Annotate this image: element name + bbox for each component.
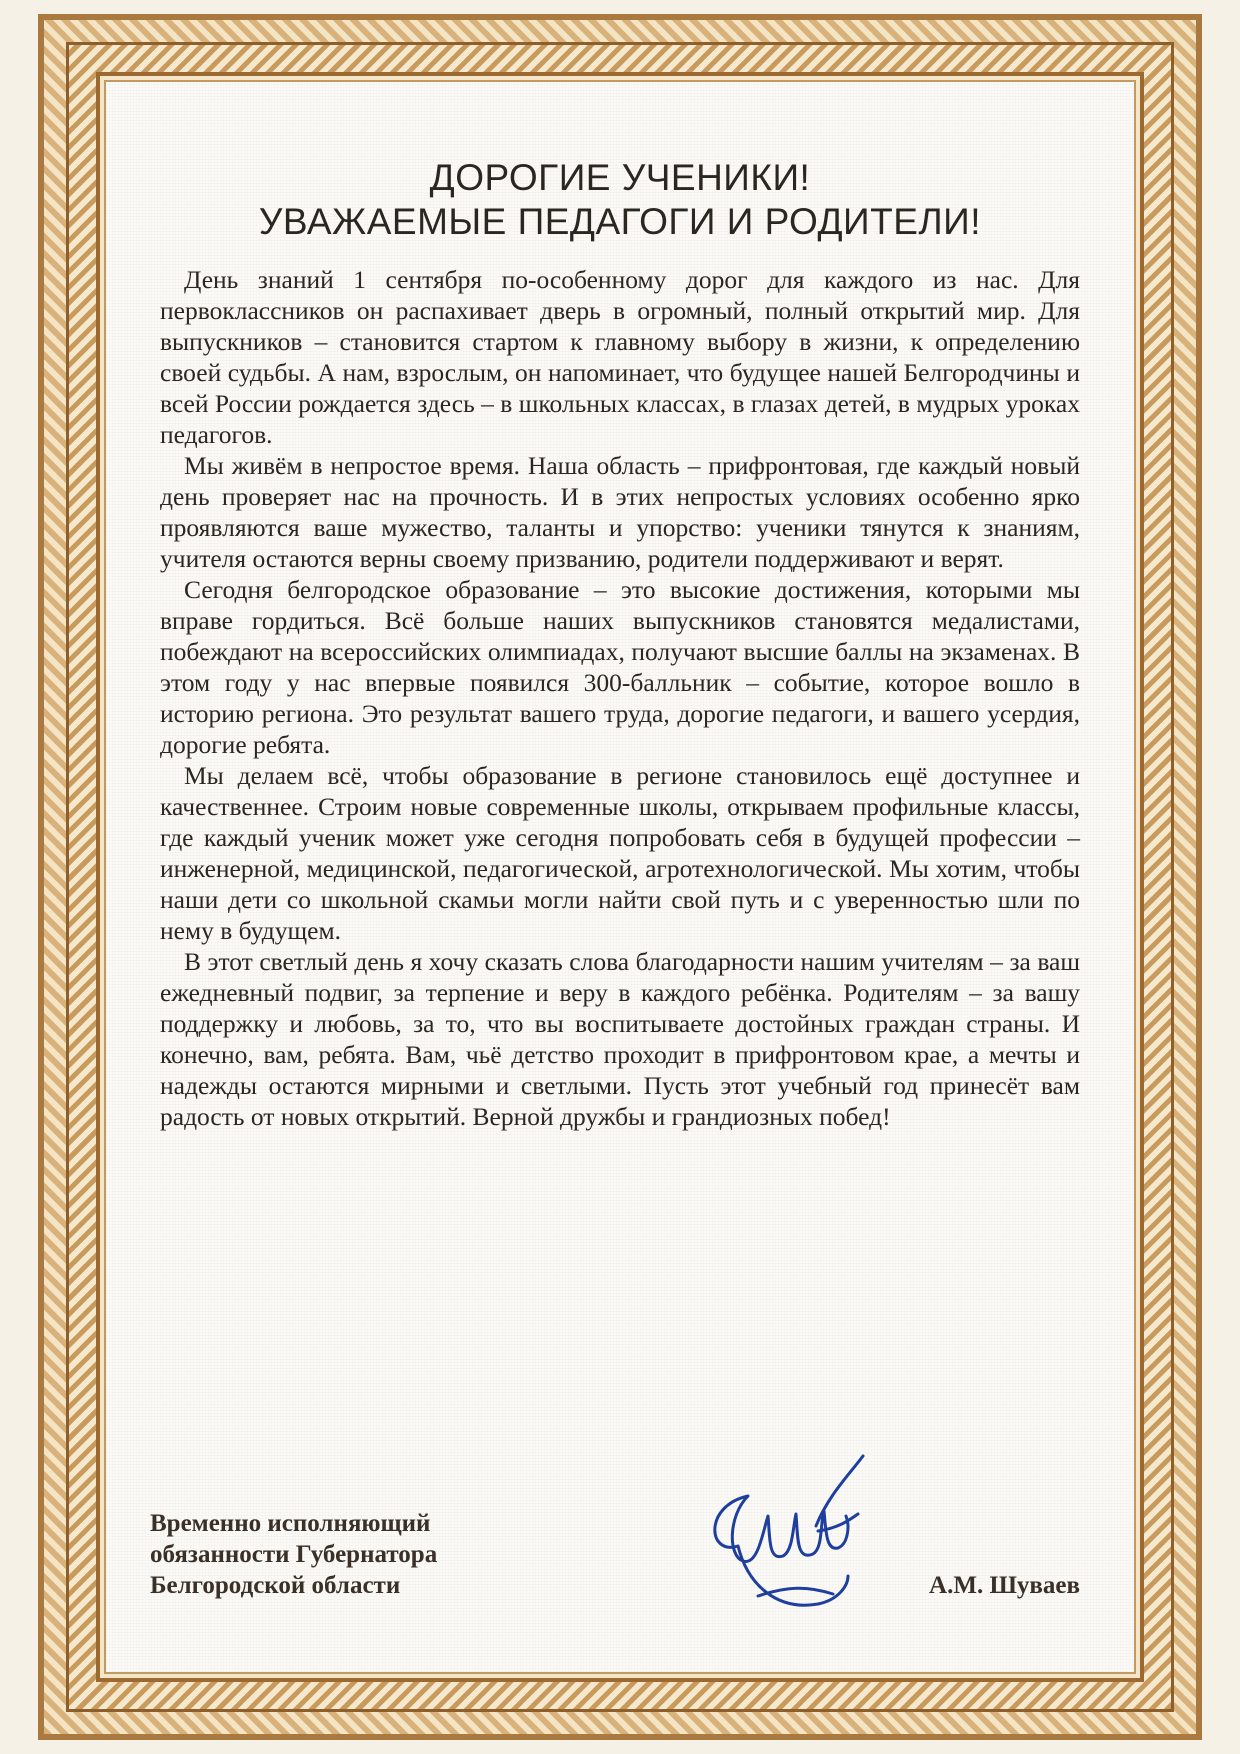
title-line-2: УВАЖАЕМЫЕ ПЕДАГОГИ И РОДИТЕЛИ! [258, 201, 982, 242]
position-line-1: Временно исполняющий [150, 1510, 431, 1537]
position-line-2: обязанности Губернатора [150, 1541, 438, 1568]
paragraph-5: В этот светлый день я хочу сказать слова благодарности нашим учителям – за ваш ежедневный подвиг, за терпение и веру в каждого ребёнка. Родителям – за вашу поддержку и любовь, за то, что вы воспитываете достойных граждан страны. И конечно, вам, ребята. Вам, чьё детство проходит в прифронтовом крае, а мечты и надежды остаются мирными и светлыми. Пусть этот учебный год принесёт вам радость от новых открытий. Верной дружбы и грандиозных побед! [160, 947, 1080, 1131]
paragraph-3: Сегодня белгородское образование – это высокие достижения, которыми мы вправе гордиться. Всё больше наших выпускников становятся медалистами, побеждают на всероссийских олимпиадах, получают высшие баллы на экзаменах. В этом году у нас впервые появился 300-балльник – событие, которое вошло в историю региона. Это результат вашего труда, дорогие педагоги, и вашего усердия, дорогие ребята. [160, 575, 1080, 759]
handwritten-signature-icon [698, 1436, 888, 1626]
signature-block [150, 1508, 1080, 1628]
title-line-1: ДОРОГИЕ УЧЕНИКИ! [429, 157, 811, 198]
signatory-name: А.М. Шуваев [929, 1572, 1080, 1599]
paragraph-4: Мы делаем всё, чтобы образование в регионе становилось ещё доступнее и качественнее. Строим новые современные школы, открываем профильные классы, где каждый ученик может уже сегодня попробовать себя в будущей профессии – инженерной, медицинской, педагогической, агротехнологической. Мы хотим, чтобы наши дети со школьной скамьи могли найти свой путь и с уверенностью шли по нему в будущем. [160, 761, 1080, 945]
paragraph-1: День знаний 1 сентября по-особенному дорог для каждого из нас. Для первоклассников он распахивает дверь в огромный, полный открытий мир. Для выпускников – становится стартом к главному выбору в жизни, к определению своей судьбы. А нам, взрослым, он напоминает, что будущее нашей Белгородчины и всей России рождается здесь – в школьных классах, в глазах детей, в мудрых уроках педагогов. [160, 265, 1080, 449]
paragraph-2: Мы живём в непростое время. Наша область – прифронтовая, где каждый новый день проверяет нас на прочность. И в этих непростых условиях особенно ярко проявляются ваше мужество, таланты и упорство: ученики тянутся к знаниям, учителя остаются верны своему призванию, родители поддерживают и верят. [160, 451, 1080, 573]
position-line-3: Белгородской области [150, 1572, 401, 1599]
letter-title [160, 156, 1080, 244]
signatory-position [150, 1508, 437, 1601]
letter-content [160, 156, 1080, 1132]
